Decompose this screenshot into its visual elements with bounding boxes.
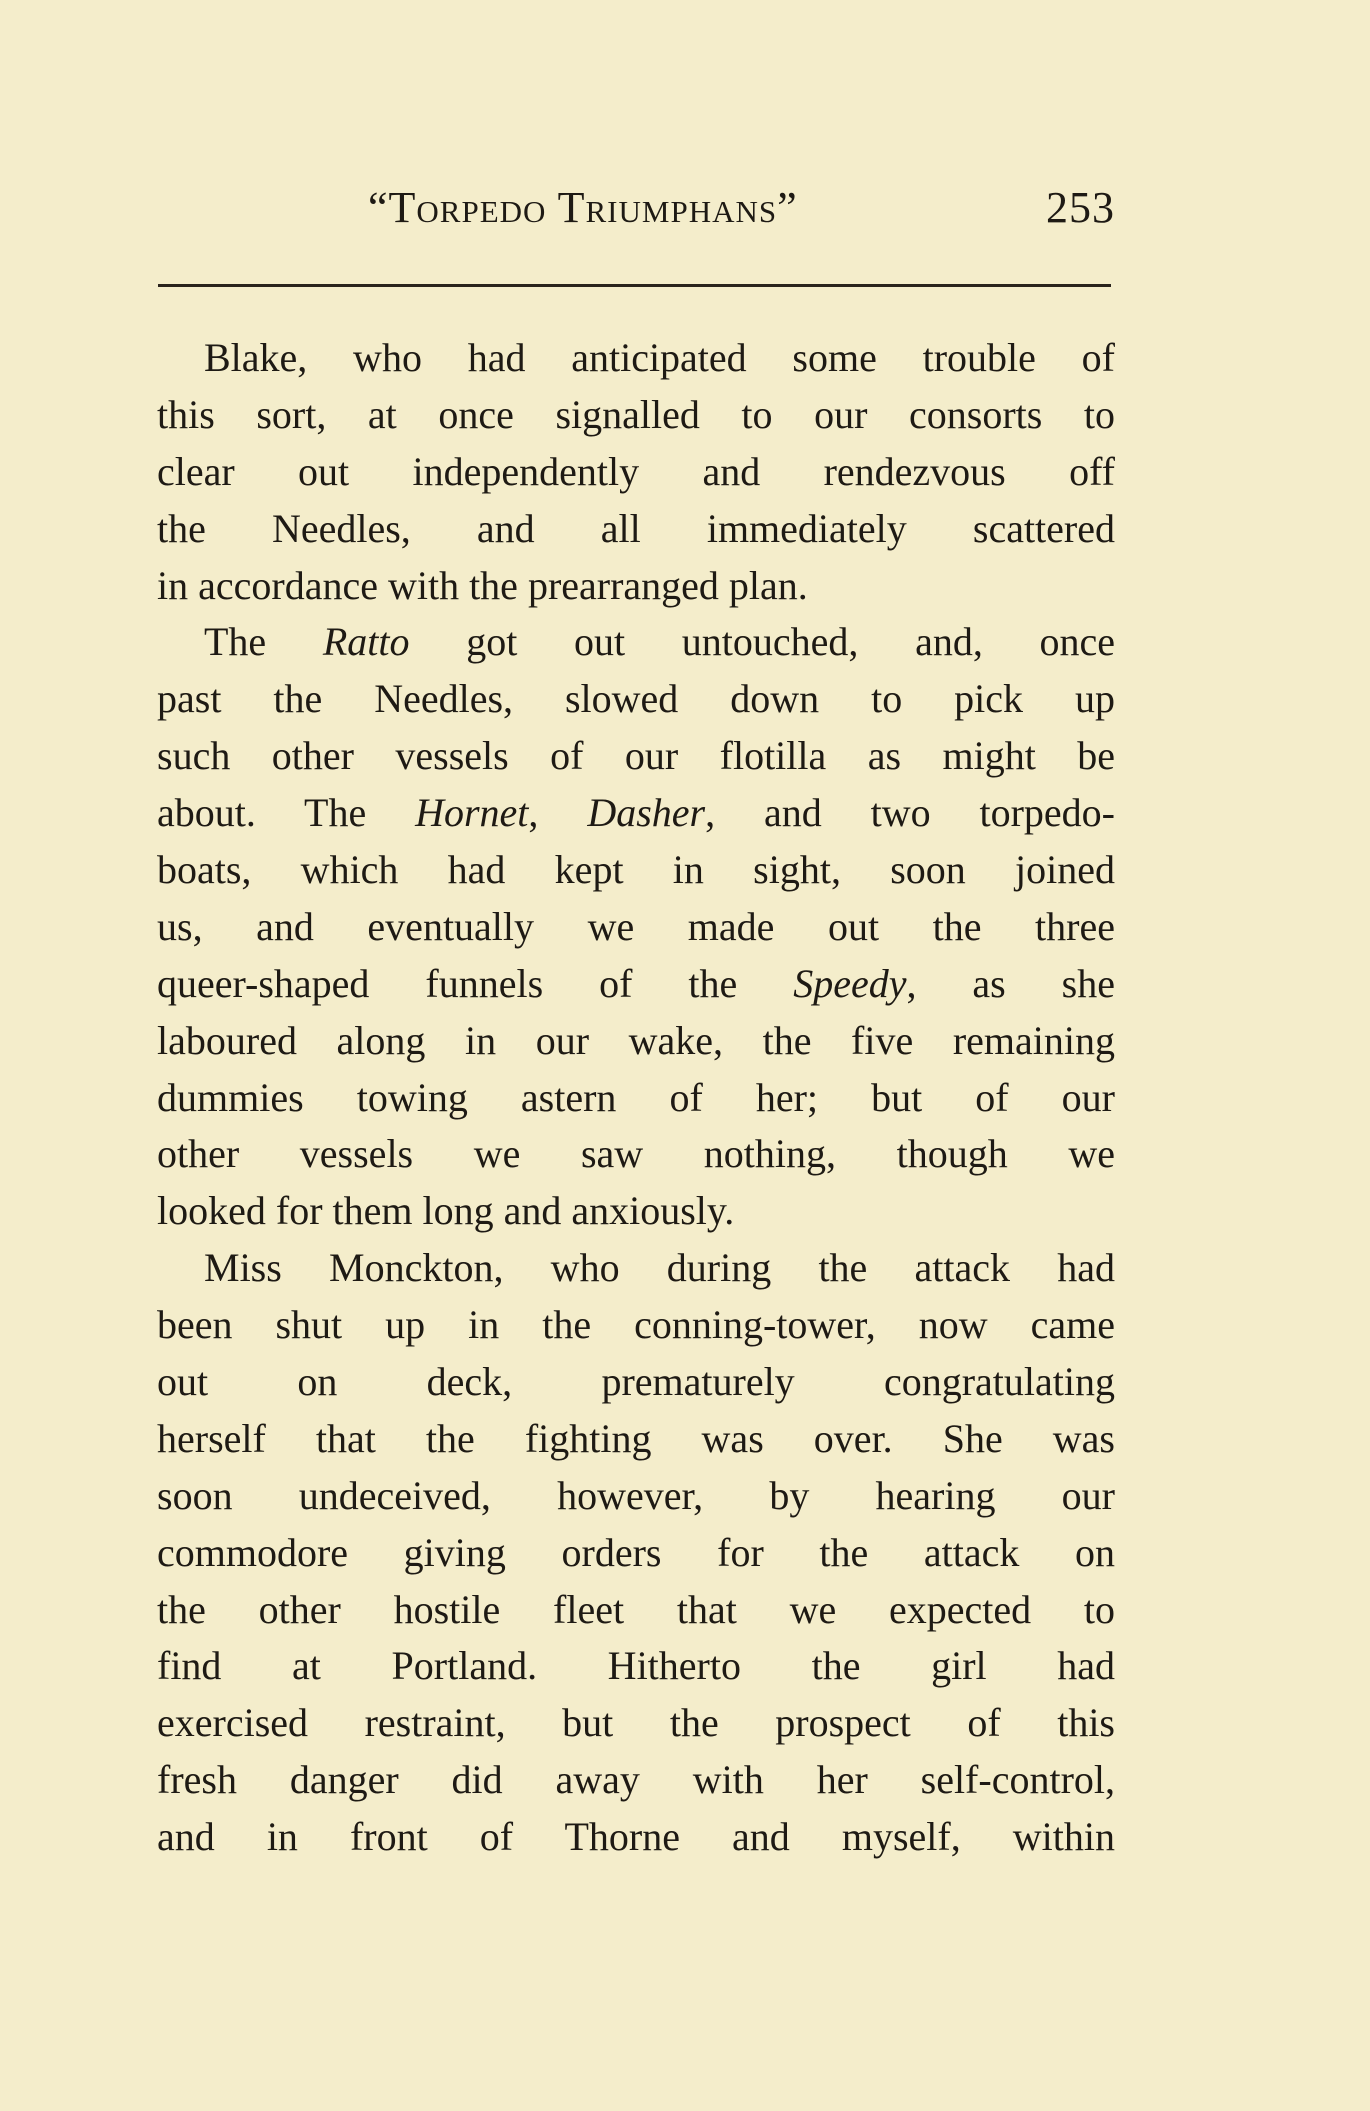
text-line bbox=[157, 1183, 1115, 1240]
text-line bbox=[157, 1240, 1115, 1297]
text-run: Blake, who had anticipated some trouble of bbox=[204, 335, 1115, 380]
italic-ship-name: Dasher bbox=[587, 790, 706, 836]
running-title: “Torpedo Triumphans” bbox=[368, 183, 798, 232]
text-line bbox=[157, 330, 1115, 387]
text-run: clear out independently and rendezvous off bbox=[157, 448, 1115, 494]
text-line bbox=[157, 1468, 1115, 1525]
text-line bbox=[157, 1070, 1115, 1127]
text-run: got out untouched, and, once bbox=[409, 619, 1115, 665]
text-run: us, and eventually we made out the three bbox=[157, 903, 1115, 949]
text-line bbox=[157, 1582, 1115, 1639]
text-run: the Needles, and all immediately scattered bbox=[157, 505, 1115, 551]
text-line bbox=[157, 1126, 1115, 1183]
italic-ship-name: Speedy bbox=[793, 960, 907, 1006]
text-run: this sort, at once signalled to our consorts to bbox=[157, 391, 1115, 437]
text-line bbox=[157, 785, 1115, 842]
text-line bbox=[157, 558, 1115, 615]
text-run: looked for them long and anxiously. bbox=[157, 1188, 735, 1234]
text-line bbox=[157, 1752, 1115, 1809]
header-rule bbox=[158, 284, 1111, 287]
text-run: out on deck, prematurely congratulating bbox=[157, 1359, 1115, 1405]
text-run: past the Needles, slowed down to pick up bbox=[157, 676, 1115, 722]
text-line bbox=[157, 1013, 1115, 1070]
text-run: such other vessels of our flotilla as might be bbox=[157, 733, 1115, 779]
text-run: Miss Monckton, who during the attack had bbox=[204, 1245, 1115, 1291]
text-line bbox=[157, 899, 1115, 956]
body-text bbox=[157, 330, 1115, 1866]
text-line bbox=[157, 1354, 1115, 1411]
text-run: in accordance with the prearranged plan. bbox=[157, 562, 808, 608]
text-line bbox=[157, 1411, 1115, 1468]
text-run: been shut up in the conning-tower, now came bbox=[157, 1302, 1115, 1348]
text-line bbox=[157, 1638, 1115, 1695]
italic-ship-name: Hornet bbox=[415, 790, 529, 836]
text-run: dummies towing astern of her; but of our bbox=[157, 1074, 1115, 1120]
text-run: other vessels we saw nothing, though we bbox=[157, 1131, 1115, 1177]
text-run: the other hostile fleet that we expected to bbox=[157, 1586, 1115, 1632]
text-run: boats, which had kept in sight, soon joined bbox=[157, 847, 1115, 893]
text-run: queer-shaped funnels of the bbox=[157, 960, 794, 1006]
italic-ship-name: Ratto bbox=[322, 619, 410, 665]
text-run: , and two torpedo- bbox=[705, 790, 1115, 836]
text-run: fresh danger did away with her self-control, bbox=[157, 1757, 1115, 1803]
text-run: , bbox=[528, 790, 588, 836]
text-line bbox=[157, 387, 1115, 444]
text-run: commodore giving orders for the attack on bbox=[157, 1529, 1115, 1575]
text-run: soon undeceived, however, by hearing our bbox=[157, 1472, 1115, 1518]
text-run: exercised restraint, but the prospect of this bbox=[157, 1700, 1115, 1746]
text-line bbox=[157, 728, 1115, 785]
text-line bbox=[157, 956, 1115, 1013]
text-run: herself that the fighting was over. She was bbox=[157, 1415, 1115, 1461]
text-run: The bbox=[204, 619, 323, 665]
text-line bbox=[157, 671, 1115, 728]
text-run: about. The bbox=[157, 790, 416, 836]
text-line bbox=[157, 1695, 1115, 1752]
text-line bbox=[157, 842, 1115, 899]
text-run: , as she bbox=[906, 960, 1115, 1006]
text-line bbox=[157, 501, 1115, 558]
text-line bbox=[157, 1525, 1115, 1582]
text-line bbox=[157, 444, 1115, 501]
text-line bbox=[157, 1809, 1115, 1866]
text-run: find at Portland. Hitherto the girl had bbox=[157, 1643, 1115, 1689]
running-head bbox=[155, 182, 1115, 242]
text-run: and in front of Thorne and myself, within bbox=[157, 1814, 1115, 1860]
text-line bbox=[157, 614, 1115, 671]
text-line bbox=[157, 1297, 1115, 1354]
text-run: laboured along in our wake, the five remaining bbox=[157, 1017, 1115, 1063]
page-number: 253 bbox=[1046, 183, 1115, 232]
